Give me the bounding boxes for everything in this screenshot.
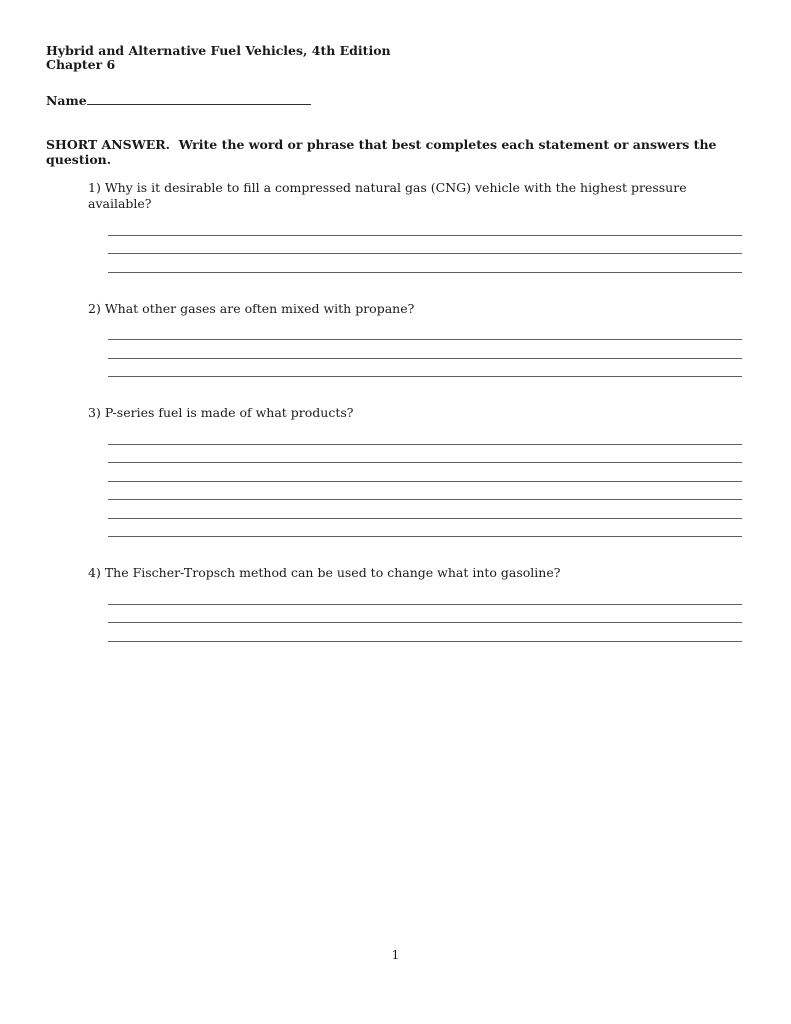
- question-list: [46, 180, 742, 642]
- question-body: Why is it desirable to fill a compressed natural gas (CNG) vehicle with the highest pressure available?: [88, 180, 687, 211]
- name-row: [46, 93, 742, 108]
- answer-blank-line[interactable]: [108, 482, 742, 501]
- answer-blank-line[interactable]: [108, 463, 742, 482]
- answer-blank-line[interactable]: [108, 519, 742, 538]
- question-body: P-series fuel is made of what products?: [104, 405, 354, 420]
- question-block: [46, 565, 742, 642]
- answer-blank-line[interactable]: [108, 254, 742, 273]
- answer-blank-line[interactable]: [108, 445, 742, 464]
- answer-lines: [108, 586, 742, 642]
- question-text: [88, 405, 742, 421]
- question-block: [46, 301, 742, 378]
- question-number: 1): [88, 180, 101, 195]
- question-block: [46, 405, 742, 537]
- question-text: [88, 565, 742, 581]
- section-heading: SHORT ANSWER. Write the word or phrase that best completes each statement or answers the question.: [46, 137, 721, 167]
- answer-blank-line[interactable]: [108, 586, 742, 605]
- answer-blank-line[interactable]: [108, 605, 742, 624]
- document-header: [46, 44, 742, 72]
- answer-blank-line[interactable]: [108, 359, 742, 378]
- answer-blank-line[interactable]: [108, 236, 742, 255]
- question-text: [88, 301, 742, 317]
- answer-blank-line[interactable]: [108, 217, 742, 236]
- answer-blank-line[interactable]: [108, 426, 742, 445]
- question-number: 4): [88, 565, 101, 580]
- question-body: What other gases are often mixed with propane?: [104, 300, 415, 316]
- page-number: 1: [391, 948, 400, 962]
- answer-blank-line[interactable]: [108, 340, 742, 359]
- question-number: 3): [88, 405, 101, 420]
- answer-blank-line[interactable]: [108, 500, 742, 519]
- answer-lines: [108, 322, 742, 378]
- answer-blank-line[interactable]: [108, 623, 742, 642]
- question-text: [88, 180, 742, 212]
- question-block: [46, 180, 742, 273]
- chapter-label: Chapter 6: [46, 57, 116, 72]
- name-label: Name: [46, 93, 87, 108]
- document-title: Hybrid and Alternative Fuel Vehicles, 4th Edition: [46, 43, 391, 58]
- question-number: 2): [88, 300, 101, 316]
- answer-blank-line[interactable]: [108, 322, 742, 341]
- answer-lines: [108, 426, 742, 537]
- question-body: The Fischer-Tropsch method can be used to change what into gasoline?: [104, 565, 561, 580]
- name-blank-line[interactable]: [87, 93, 311, 105]
- answer-lines: [108, 217, 742, 273]
